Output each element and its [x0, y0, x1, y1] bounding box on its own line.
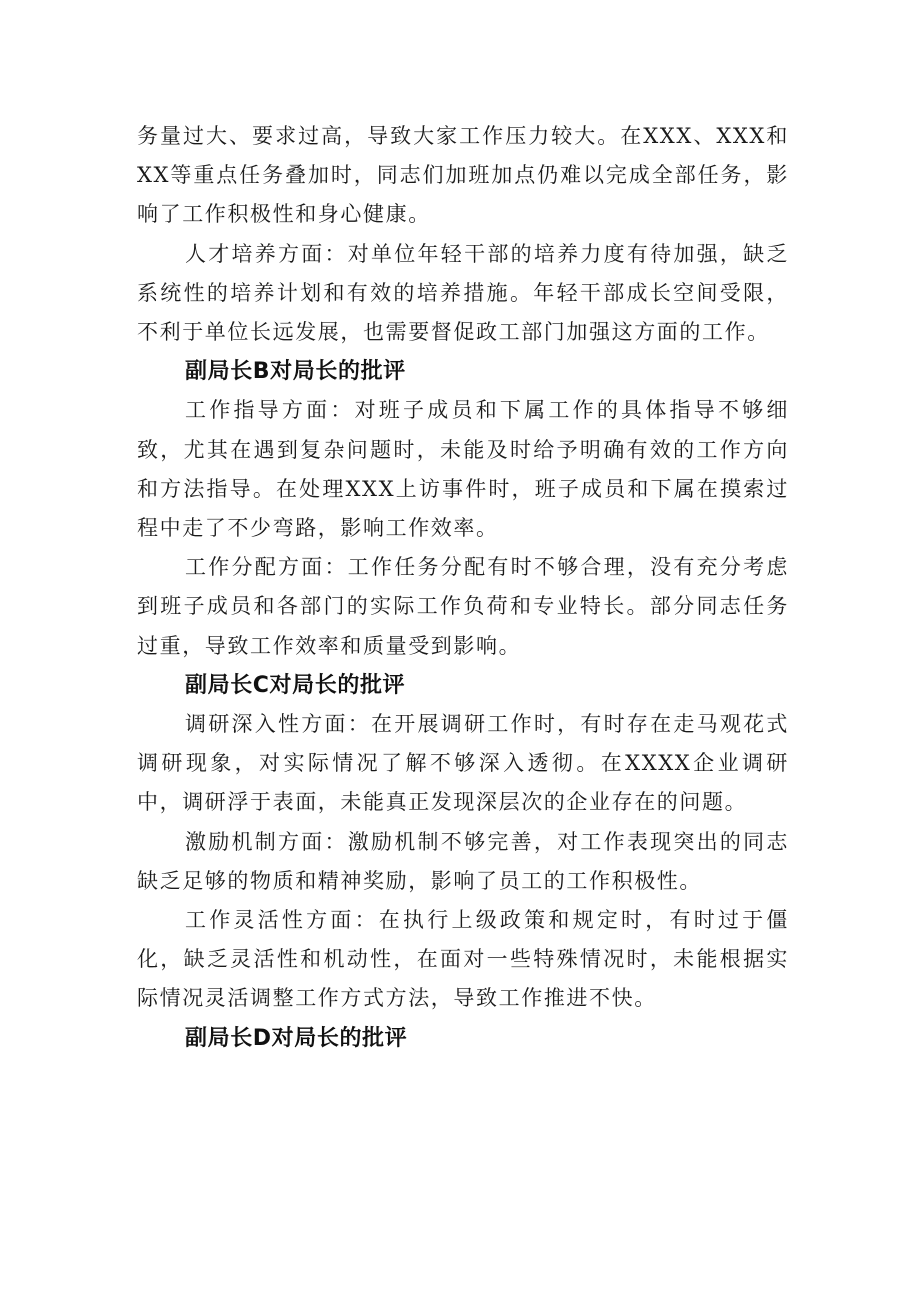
document-body: [137, 117, 789, 1058]
paragraph-work-allocation: 工作分配方面：工作任务分配有时不够合理，没有充分考虑到班子成员和各部门的实际工作负荷和专业特长。部分同志任务过重，导致工作效率和质量受到影响。: [137, 555, 789, 658]
paragraph-work-flexibility: 工作灵活性方面：在执行上级政策和规定时，有时过于僵化，缺乏灵活性和机动性，在面对一些特殊情况时，未能根据实际情况灵活调整工作方式方法，导致工作推进不快。: [137, 908, 789, 1011]
paragraph-incentive-mechanism: 激励机制方面：激励机制不够完善，对工作表现突出的同志缺乏足够的物质和精神奖励，影响了员工的工作积极性。: [137, 829, 789, 893]
section-heading-deputy-b: 副局长B对局长的批评: [185, 359, 406, 385]
paragraph-workload-continued: 务量过大、要求过高，导致大家工作压力较大。在XXX、XXX和XX等重点任务叠加时，同志们加班加点仍难以完成全部任务，影响了工作积极性和身心健康。: [137, 124, 789, 227]
section-heading-deputy-c: 副局长C对局长的批评: [185, 672, 406, 698]
paragraph-research-depth: 调研深入性方面：在开展调研工作时，有时存在走马观花式调研现象，对实际情况了解不够深入透彻。在XXXX企业调研中，调研浮于表面，未能真正发现深层次的企业存在的问题。: [137, 712, 789, 815]
section-heading-deputy-d: 副局长D对局长的批评: [185, 1025, 408, 1051]
paragraph-talent-training: 人才培养方面：对单位年轻干部的培养力度有待加强，缺乏系统性的培养计划和有效的培养措施。年轻干部成长空间受限，不利于单位长远发展，也需要督促政工部门加强这方面的工作。: [137, 241, 789, 345]
paragraph-work-guidance: 工作指导方面：对班子成员和下属工作的具体指导不够细致，尤其在遇到复杂问题时，未能及时给予明确有效的工作方向和方法指导。在处理XXX上访事件时，班子成员和下属在摸索过程中走了不少弯路，影响工作效率。: [137, 398, 789, 541]
